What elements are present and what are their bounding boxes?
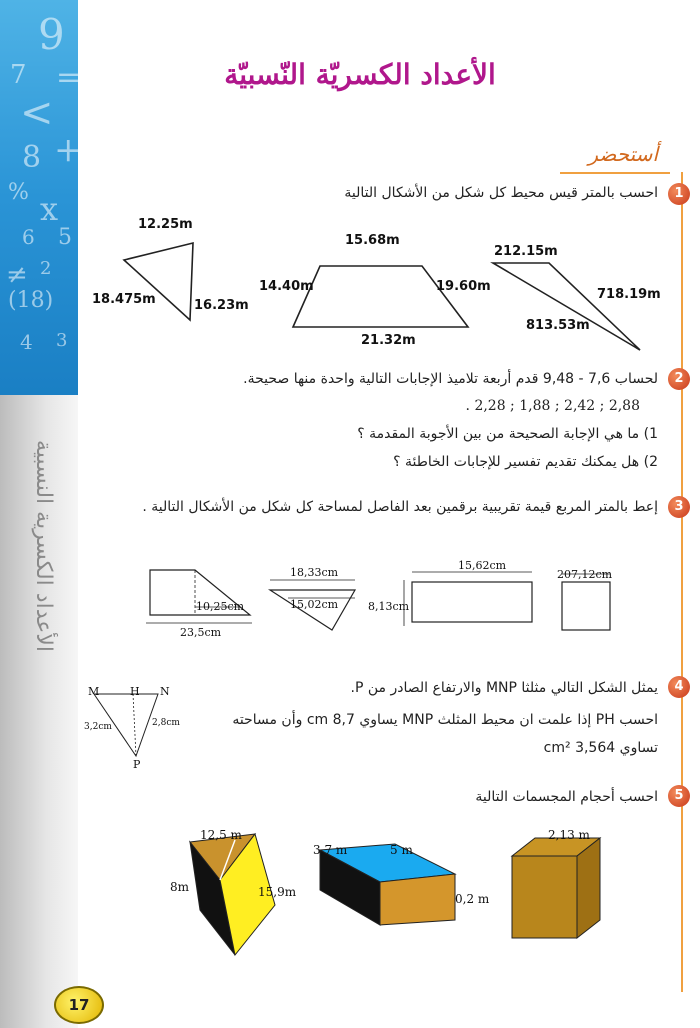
q3-rect-top-label: 15,62cm bbox=[458, 559, 507, 572]
question-1-badge: 1 bbox=[668, 183, 690, 205]
tri2-right-label: 718.19m bbox=[597, 287, 661, 302]
decorative-number-strip bbox=[0, 0, 83, 395]
question-5-text: احسب أحجام المجسمات التالية bbox=[475, 789, 658, 805]
side-title: الأعداد الكسرية النسبية bbox=[31, 440, 56, 653]
q3-tri-inner-label: 15,02cm bbox=[290, 598, 339, 611]
point-m: M bbox=[88, 685, 100, 698]
strip-glyph: 3 bbox=[56, 330, 68, 351]
page-title: الأعداد الكسريّة النّسبيّة bbox=[224, 58, 496, 91]
prism-left-label: 8m bbox=[170, 880, 190, 894]
point-h: H bbox=[130, 685, 140, 698]
mnp-left-label: 3,2cm bbox=[84, 722, 112, 732]
q3-square bbox=[562, 582, 610, 630]
strip-glyph: 7 bbox=[10, 60, 27, 90]
strip-glyph: 2 bbox=[40, 258, 52, 279]
question-3-badge: 3 bbox=[668, 496, 690, 518]
question-2-text: لحساب 7,6 - 9,48 قدم أربعة تلاميذ الإجابات التالية واحدة منها صحيحة. bbox=[243, 371, 658, 387]
question-4-line-3: تساوي 3,564 cm² bbox=[543, 740, 658, 756]
page-number: 17 bbox=[54, 986, 104, 1024]
strip-glyph: + bbox=[54, 130, 83, 170]
strip-glyph: ≠ bbox=[6, 260, 28, 290]
strip-glyph: (18) bbox=[8, 288, 54, 313]
question-4-line-2: احسب PH إذا علمت ان محيط المثلث MNP يساوي 8,7 cm وأن مساحته bbox=[232, 712, 658, 728]
trap-bottom-label: 21.32m bbox=[361, 333, 416, 348]
box-front-face bbox=[380, 874, 455, 925]
question-3-text: إعط بالمتر المربع قيمة تقريبية برقمين بعد الفاصل لمساحة كل شكل من الأشكال التالية . bbox=[142, 499, 658, 515]
cube-side-face bbox=[577, 838, 600, 938]
strip-glyph: % bbox=[8, 180, 29, 205]
question-1-text: احسب بالمتر قيس محيط كل شكل من الأشكال التالية bbox=[344, 185, 658, 201]
question-4-text: يمثل الشكل التالي مثلثا MNP والارتفاع الصادر من P. bbox=[350, 680, 658, 696]
cube-top-label: 2,13 m bbox=[548, 828, 590, 842]
point-p: P bbox=[133, 758, 141, 771]
tri2-bottom-label: 813.53m bbox=[526, 318, 590, 333]
tri1-right-label: 16.23m bbox=[194, 298, 249, 313]
q3-rect-side-label: 8,13cm bbox=[368, 600, 410, 613]
question-2-sub-1: 1) ما هي الإجابة الصحيحة من بين الأجوبة المقدمة ؟ bbox=[357, 426, 658, 442]
trap-right-label: 19.60m bbox=[436, 279, 491, 294]
trap-left-label: 14.40m bbox=[259, 279, 314, 294]
tri2-top-label: 212.15m bbox=[494, 244, 558, 259]
triangle-1 bbox=[124, 243, 193, 320]
trap-top-label: 15.68m bbox=[345, 233, 400, 248]
triangle-2 bbox=[493, 263, 640, 350]
strip-glyph: x bbox=[40, 190, 59, 228]
mnp-right-label: 2,8cm bbox=[152, 718, 180, 728]
q3-tri-top-label: 18,33cm bbox=[290, 566, 339, 579]
strip-glyph: 4 bbox=[20, 330, 33, 354]
question-2-badge: 2 bbox=[668, 368, 690, 390]
question-2-sub-2: 2) هل يمكنك تقديم تفسير للإجابات الخاطئة ؟ bbox=[393, 454, 658, 470]
tri1-left-label: 18.475m bbox=[92, 292, 156, 307]
strip-glyph: 6 bbox=[22, 225, 35, 249]
question-5-badge: 5 bbox=[668, 785, 690, 807]
strip-glyph: 9 bbox=[38, 10, 65, 59]
point-n: N bbox=[160, 685, 170, 698]
q3-square-top-label: 207,12cm bbox=[557, 568, 613, 581]
strip-glyph: 8 bbox=[22, 140, 42, 175]
question-4-badge: 4 bbox=[668, 676, 690, 698]
box-top-label: 5 m bbox=[390, 843, 413, 857]
q3-rectangle bbox=[412, 582, 532, 622]
tri1-top-label: 12.25m bbox=[138, 217, 193, 232]
q3-trap-bottom-label: 23,5cm bbox=[180, 626, 222, 639]
prism-top-label: 12,5 m bbox=[200, 828, 242, 842]
strip-glyph: = bbox=[56, 60, 82, 95]
strip-glyph: < bbox=[20, 90, 54, 136]
box-left-label: 3,7 m bbox=[313, 843, 348, 857]
question-2-answers: 2,88 ; 2,42 ; 1,88 ; 2,28 . bbox=[465, 398, 640, 414]
recall-heading: أستحضر bbox=[588, 142, 658, 166]
trapezoid bbox=[293, 266, 468, 327]
strip-glyph: 5 bbox=[58, 225, 72, 250]
cube-front-face bbox=[512, 856, 577, 938]
q3-trap-inner-label: 10,25cm bbox=[196, 600, 245, 613]
recall-underline bbox=[560, 172, 670, 174]
box-right-label: 0,2 m bbox=[455, 892, 490, 906]
margin-rule bbox=[681, 172, 683, 992]
prism-right-label: 15,9m bbox=[258, 885, 297, 899]
